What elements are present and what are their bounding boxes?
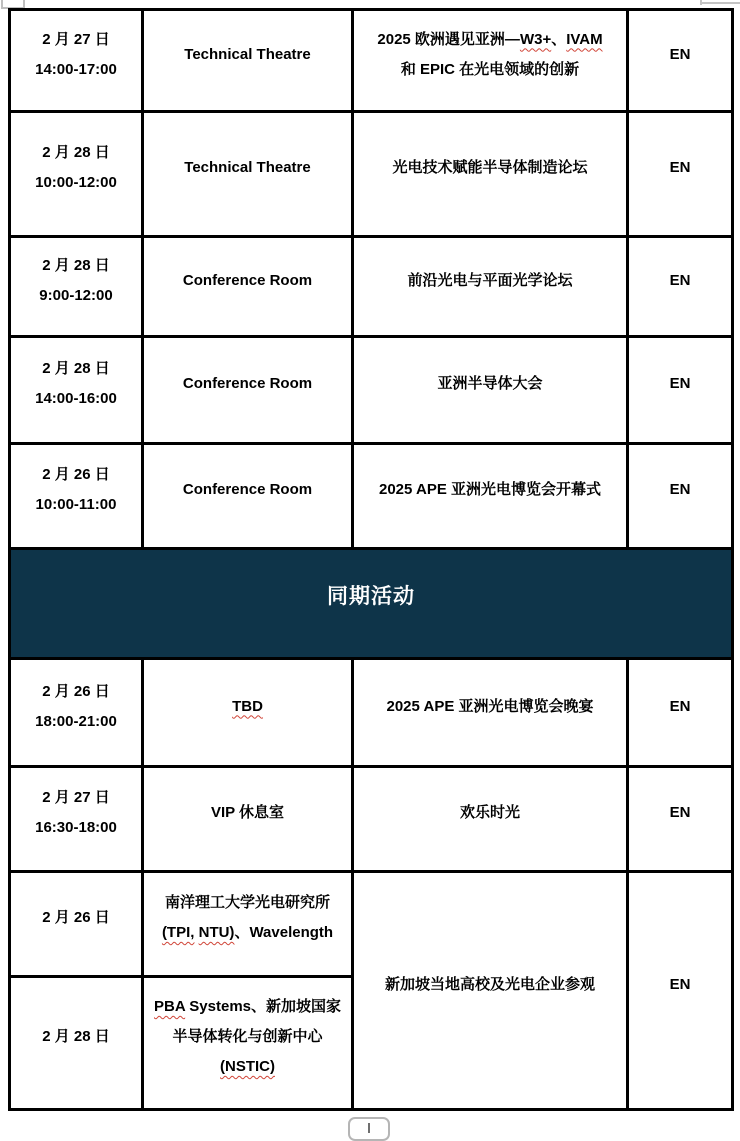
time-text: 10:00-11:00 xyxy=(35,496,117,513)
page-marker-box xyxy=(348,1117,390,1141)
table-row xyxy=(10,659,733,767)
table-row xyxy=(10,337,733,444)
venue-line: PBA Systems、新加坡国家 xyxy=(154,998,341,1015)
venue-cell xyxy=(143,872,353,977)
misspelled-word: (NSTIC) xyxy=(220,1058,275,1075)
misspelled-word: IVAM xyxy=(566,30,603,48)
event-cell: 2025 APE 亚洲光电博览会晚宴 xyxy=(353,659,628,767)
event-cell xyxy=(353,10,628,112)
venue-cell: Technical Theatre xyxy=(143,10,353,112)
section-banner: 同期活动 xyxy=(10,549,733,659)
date-cell xyxy=(10,10,143,112)
venue-cell: Conference Room xyxy=(143,237,353,337)
event-cell: 亚洲半导体大会 xyxy=(353,337,628,444)
misspelled-word: (TPI, xyxy=(161,924,195,941)
event-schedule-table xyxy=(8,8,734,1111)
date-cell xyxy=(10,444,143,549)
table-row xyxy=(10,444,733,549)
event-cell: 前沿光电与平面光学论坛 xyxy=(353,237,628,337)
time-text: 10:00-12:00 xyxy=(35,174,117,191)
time-text: 18:00-21:00 xyxy=(35,712,117,730)
date-cell xyxy=(10,337,143,444)
time-text: 9:00-12:00 xyxy=(39,286,113,304)
event-cell: 欢乐时光 xyxy=(353,767,628,872)
language-cell: EN xyxy=(628,10,733,112)
date-text: 2 月 27 日 xyxy=(42,789,110,806)
date-cell xyxy=(10,237,143,337)
venue-cell: Conference Room xyxy=(143,444,353,549)
misspelled-word: NTU) xyxy=(198,924,235,941)
time-text: 14:00-16:00 xyxy=(35,390,117,407)
table-row xyxy=(10,10,733,112)
table-row xyxy=(10,112,733,237)
venue-line xyxy=(150,1052,345,1082)
page-edge-artifact-right xyxy=(700,2,740,4)
language-cell-merged: EN xyxy=(628,872,733,1110)
date-cell xyxy=(10,112,143,237)
event-cell-merged: 新加坡当地高校及光电企业参观 xyxy=(353,872,628,1110)
date-cell: 2 月 26 日 xyxy=(10,872,143,977)
venue-line: 南洋理工大学光电研究所 xyxy=(164,894,330,911)
event-line: 2025 欧洲遇见亚洲—W3+、IVAM xyxy=(377,30,603,48)
table-row xyxy=(10,767,733,872)
venue-cell: VIP 休息室 xyxy=(143,767,353,872)
venue-cell: Conference Room xyxy=(143,337,353,444)
date-cell: 2 月 28 日 xyxy=(10,977,143,1110)
language-cell: EN xyxy=(628,767,733,872)
time-text: 14:00-17:00 xyxy=(35,60,117,78)
section-banner-row xyxy=(10,549,733,659)
misspelled-word: PBA xyxy=(154,998,186,1015)
page-edge-artifact-right-tick xyxy=(700,0,702,5)
table-row xyxy=(10,237,733,337)
language-cell: EN xyxy=(628,659,733,767)
language-cell: EN xyxy=(628,112,733,237)
date-text: 2 月 28 日 xyxy=(42,360,110,377)
date-text: 2 月 26 日 xyxy=(42,466,110,483)
language-cell: EN xyxy=(628,337,733,444)
date-cell xyxy=(10,767,143,872)
venue-line: (TPI, NTU)、Wavelength xyxy=(161,924,334,941)
event-cell: 光电技术赋能半导体制造论坛 xyxy=(353,112,628,237)
language-cell: EN xyxy=(628,237,733,337)
time-text: 16:30-18:00 xyxy=(35,819,117,836)
event-cell: 2025 APE 亚洲光电博览会开幕式 xyxy=(353,444,628,549)
language-cell: EN xyxy=(628,444,733,549)
date-text: 2 月 26 日 xyxy=(42,682,110,700)
date-text: 2 月 28 日 xyxy=(42,256,110,274)
venue-line: 半导体转化与创新中心 xyxy=(172,1028,323,1045)
event-line: 和 EPIC 在光电领域的创新 xyxy=(400,60,580,78)
date-text: 2 月 28 日 xyxy=(42,144,110,161)
misspelled-word: TBD xyxy=(232,697,263,715)
date-text: 2 月 27 日 xyxy=(42,30,110,48)
venue-cell xyxy=(143,977,353,1110)
table-row xyxy=(10,872,733,977)
misspelled-word: W3+ xyxy=(519,30,552,48)
date-cell xyxy=(10,659,143,767)
venue-cell: Technical Theatre xyxy=(143,112,353,237)
venue-cell xyxy=(143,659,353,767)
